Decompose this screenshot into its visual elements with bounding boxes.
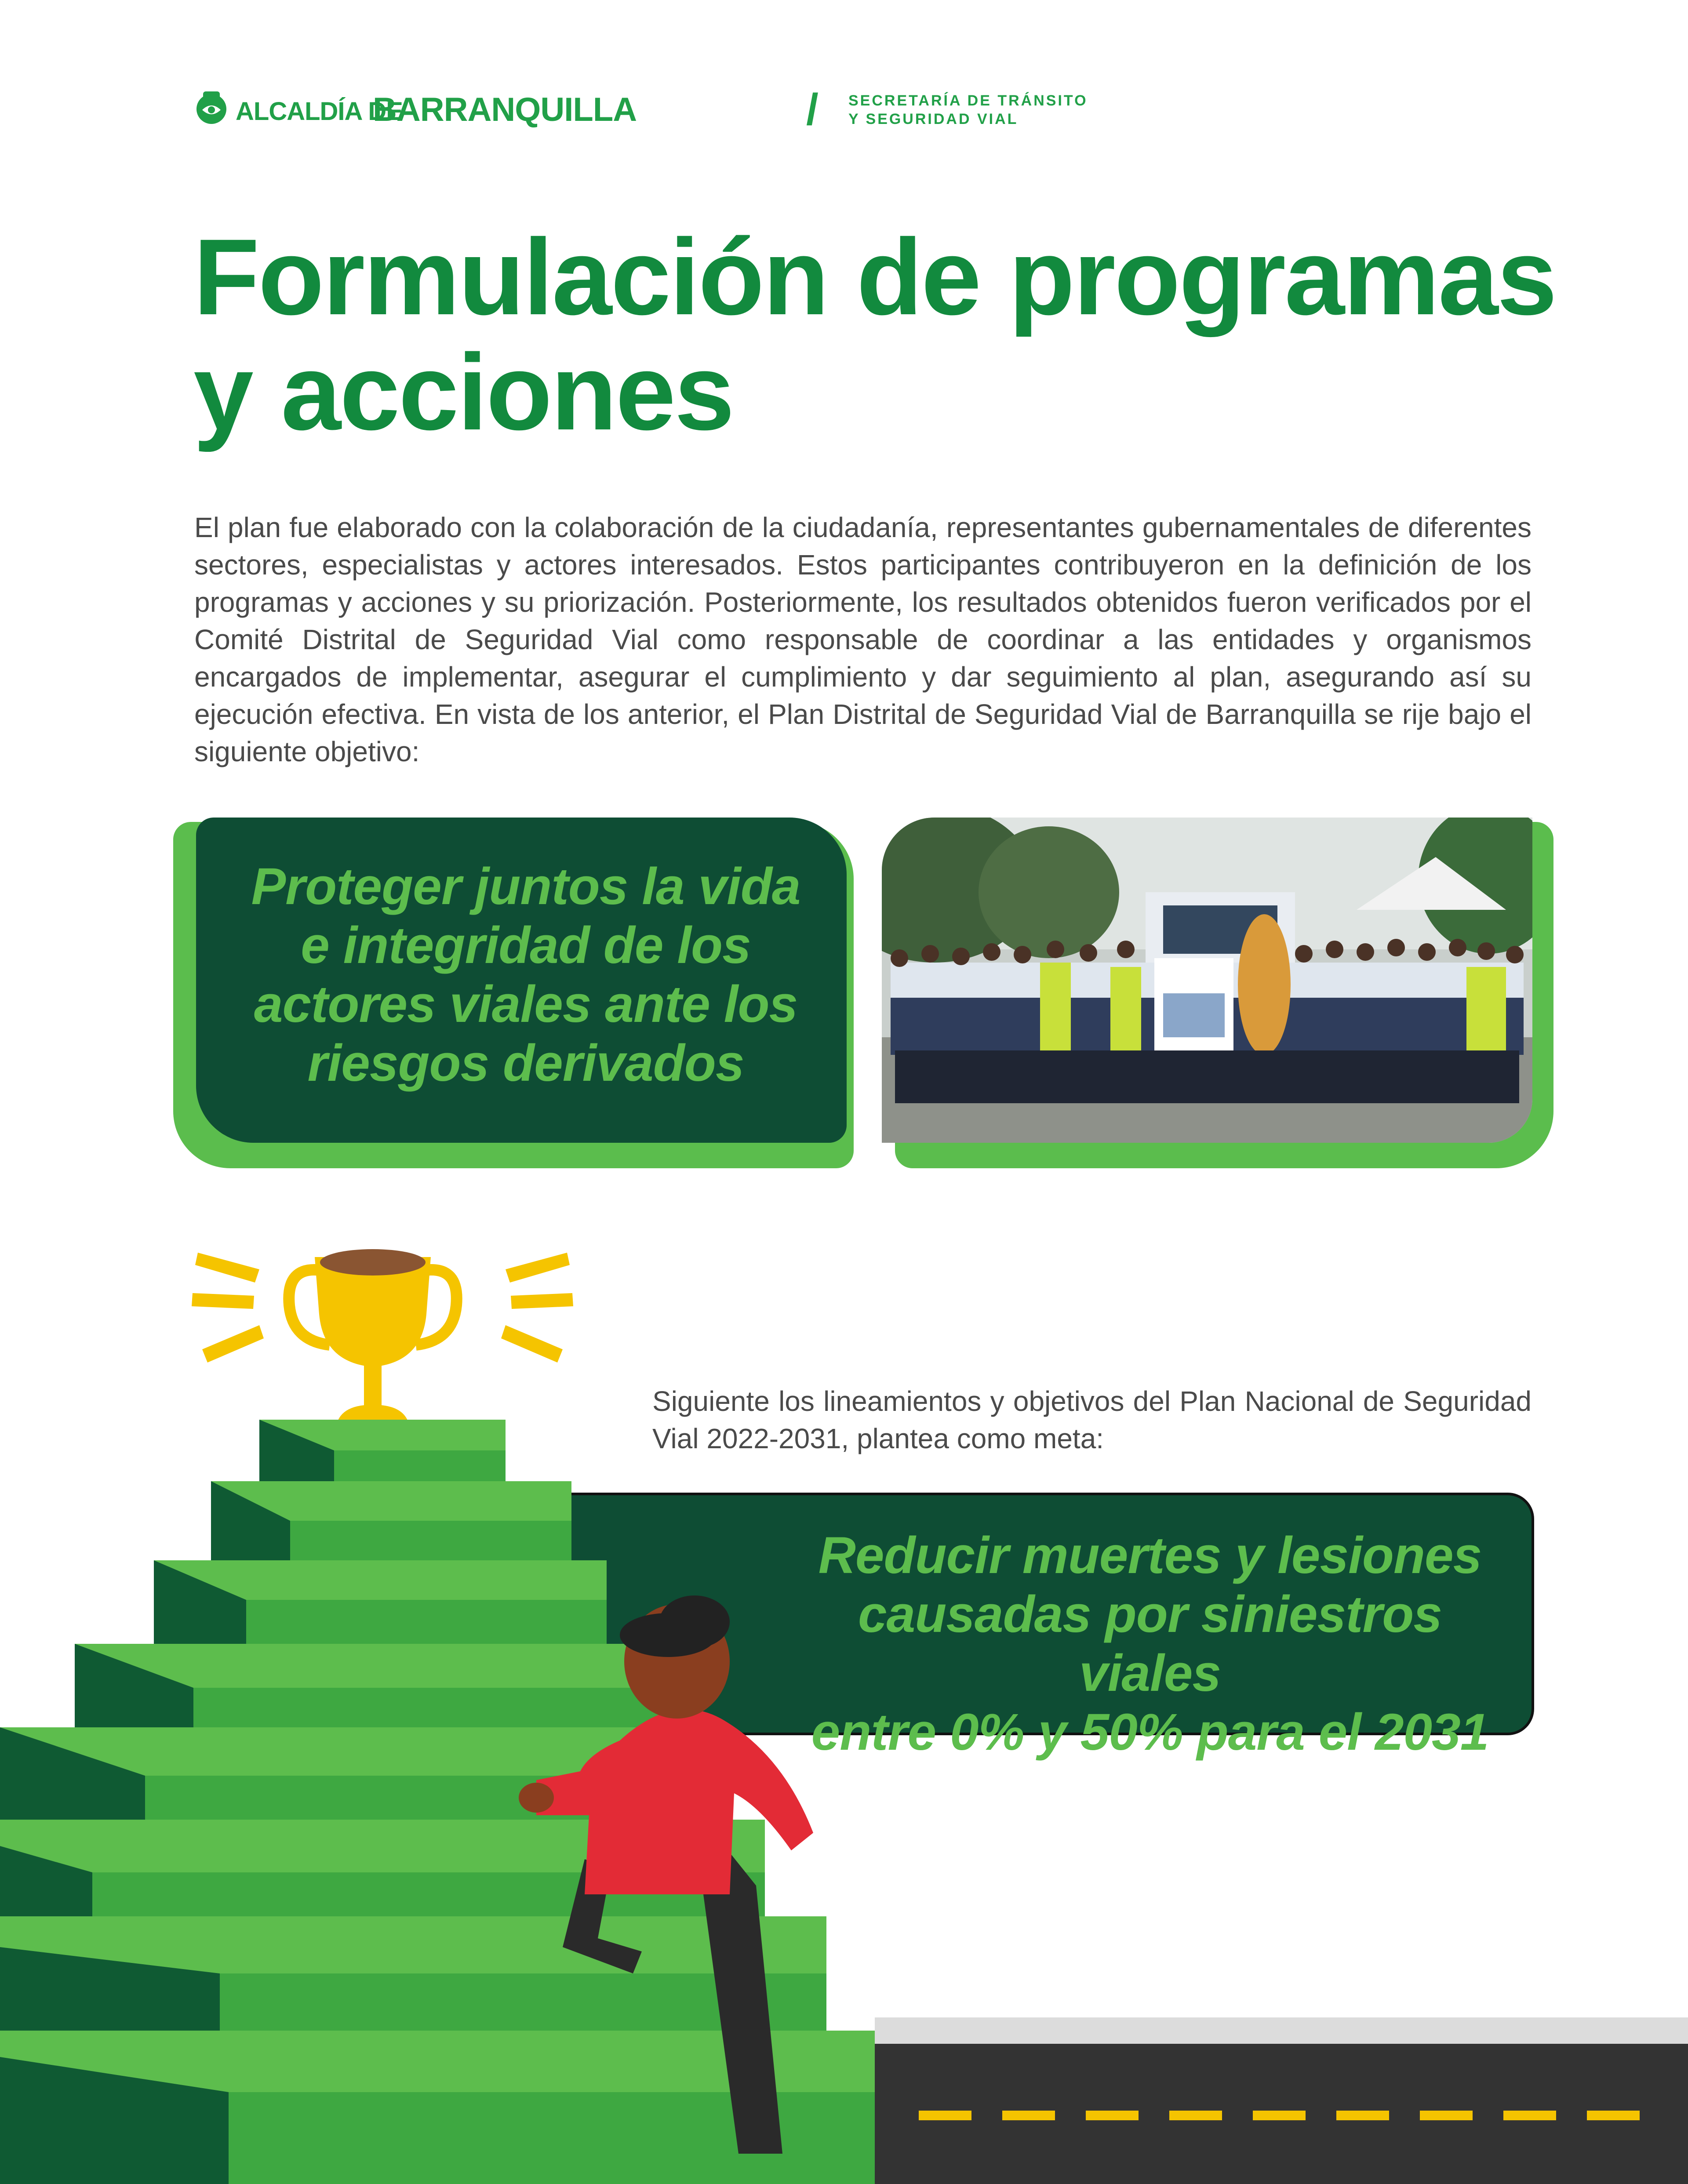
secretaria-line-2: Y SEGURIDAD VIAL bbox=[848, 111, 1019, 127]
photo-card bbox=[882, 818, 1553, 1168]
objective-line-4: riesgos derivados bbox=[307, 1034, 744, 1092]
group-photo-illustration bbox=[882, 818, 1532, 1143]
objective-card bbox=[173, 818, 854, 1168]
brand-name: BARRANQUILLA bbox=[373, 91, 637, 128]
goal-line-1: Reducir muertes y lesiones bbox=[818, 1526, 1482, 1584]
trophy-cup-interior bbox=[320, 1249, 426, 1276]
climber-hand bbox=[519, 1783, 554, 1813]
brand-prefix: ALCALDÍA DE bbox=[236, 97, 403, 126]
objective-text bbox=[222, 857, 829, 1093]
header bbox=[193, 85, 1088, 136]
meta-intro: Siguiente los lineamientos y objetivos del Plan Nacional de Seguridad Vial 2022-2031, plantea como meta: bbox=[652, 1385, 1532, 1454]
trophy-icon bbox=[289, 1257, 456, 1428]
road-illustration bbox=[875, 2017, 1688, 2184]
secretaria-line-1: SECRETARÍA DE TRÁNSITO bbox=[848, 92, 1088, 109]
group-photo bbox=[882, 818, 1532, 1143]
page-title-line-1: Formulación de programas bbox=[193, 217, 1556, 338]
goal-text bbox=[794, 1526, 1506, 1762]
objective-line-3: actores viales ante los bbox=[254, 975, 798, 1033]
climber-illustration bbox=[475, 1587, 870, 2158]
climber-hair bbox=[620, 1613, 717, 1657]
secretaria-label bbox=[848, 91, 1088, 128]
objective-line-2: e integridad de los bbox=[301, 916, 751, 974]
goal-line-3: entre 0% y 50% para el 2031 bbox=[811, 1703, 1489, 1761]
objective-line-1: Proteger juntos la vida bbox=[251, 858, 800, 916]
intro-paragraph: El plan fue elaborado con la colaboración de la ciudadanía, representantes gubernamentales de diferentes sectores, especialistas y actores interesados. Estos participantes contribuyeron en la definición de los programas y acciones y su priorización. Posteriormente, los resultados obtenidos fueron verificados por el Comité Distrital de Seguridad Vial como responsable de coordinar a las entidades y organismos encargados de implementar, asegurar el cumplimiento y dar seguimiento al plan, asegurando así su ejecución efectiva. En vista de los anterior, el Plan Distrital de Seguridad Vial de Barranquilla se rije bajo el siguiente objetivo: bbox=[194, 512, 1532, 767]
climber-sweater bbox=[536, 1709, 813, 1894]
page-title bbox=[193, 217, 1556, 453]
alcaldia-logo-icon bbox=[193, 88, 229, 127]
page-title-line-2: y acciones bbox=[193, 332, 734, 453]
goal-line-2: causadas por siniestros viales bbox=[858, 1585, 1442, 1702]
objective-card-body bbox=[196, 818, 847, 1143]
brand-separator: / bbox=[806, 85, 819, 134]
road-lane-dashes bbox=[919, 2111, 1640, 2120]
trophy-rays-left bbox=[192, 1253, 264, 1363]
trophy-rays-right bbox=[501, 1253, 573, 1363]
